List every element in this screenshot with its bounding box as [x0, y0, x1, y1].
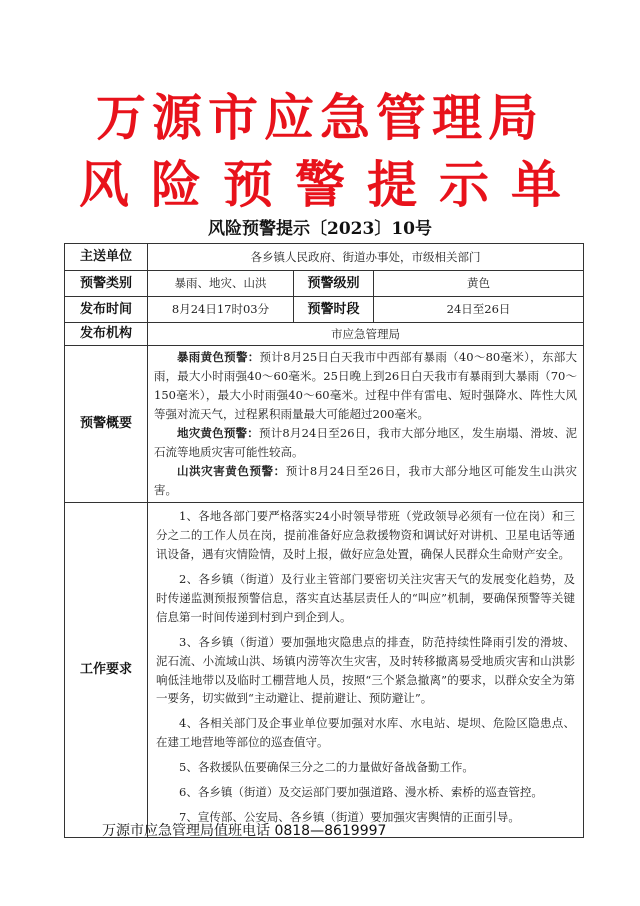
time-label: 发布时间 — [65, 297, 148, 323]
geo-warning-title: 地灾黄色预警： — [177, 425, 259, 440]
warning-table — [64, 243, 584, 838]
flood-warning-text: 预计8月24日至26日，我市大部分地区可能发生山洪灾害。 — [154, 463, 578, 497]
category-value: 暴雨、地灾、山洪 — [148, 271, 294, 297]
org-title: 万源市应急管理局 — [96, 88, 544, 147]
document-number: 风险预警提示〔2023〕10号 — [208, 219, 432, 239]
requirements-cell — [148, 502, 584, 838]
requirement-item: 3、各乡镇（街道）要加强地灾隐患点的排查，防范持续性降雨引发的滑坡、泥石流、小流域山洪、场镇内涝等次生灾害，及时转移撤离易受地质灾害和山洪影响低洼地带以及临时工棚营地人员，按照“三个紧急撤离”的要求，以群众安全为第一要务，切实做到“主动避让、提前避让、预防避让”。 — [156, 634, 576, 706]
requirement-item: 1、各地各部门要严格落实24小时领导带班（党政领导必须有一位在岗）和三分之二的工作人员在岗，提前准备好应急救援物资和调试好对讲机、卫星电话等通讯设备，遇有灾情险情，及时上报，做好应急处置，确保人民群众生命财产安全。 — [156, 508, 576, 561]
issuer-label: 发布机构 — [65, 323, 148, 346]
level-label: 预警级别 — [294, 271, 374, 297]
requirements-label: 工作要求 — [65, 502, 148, 838]
table-row — [65, 297, 584, 323]
table-row — [65, 244, 584, 271]
requirement-item: 5、各救援队伍要确保三分之二的力量做好备战备勤工作。 — [179, 760, 474, 775]
category-label: 预警类别 — [65, 271, 148, 297]
requirement-item: 7、宣传部、公安局、各乡镇（街道）要加强灾害舆情的正面引导。 — [179, 810, 520, 825]
form-title: 风险预警提示单 — [79, 155, 583, 214]
requirement-item: 2、各乡镇（街道）及行业主管部门要密切关注灾害天气的发展变化趋势，及时传递监测预报预警信息，落实直达基层责任人的“叫应”机制，要确保预警等关键信息第一时间传递到村到户到企到人。 — [156, 571, 576, 624]
table-row — [65, 323, 584, 346]
duty-phone: 万源市应急管理局值班电话 0818—8619997 — [102, 823, 387, 839]
period-label: 预警时段 — [294, 297, 374, 323]
rain-warning-text: 预计8月25日白天我市中西部有暴雨（40～80毫米），东部大雨，最大小时雨强40～60毫米。25日晚上到26日白天我市有暴雨到大暴雨（70～150毫米），最大小时雨强40～60毫米。过程中伴有雷电、短时强降水、阵性大风等强对流天气，过程累积雨量最大可能超过200毫米。 — [154, 350, 578, 421]
table-row — [65, 346, 584, 503]
recipients-label: 主送单位 — [65, 244, 148, 271]
summary-label: 预警概要 — [65, 346, 148, 503]
requirement-item: 6、各乡镇（街道）及交运部门要加强道路、漫水桥、索桥的巡查管控。 — [179, 785, 543, 800]
recipients-value: 各乡镇人民政府、街道办事处，市级相关部门 — [148, 244, 584, 271]
flood-warning — [154, 462, 577, 500]
geo-warning — [154, 424, 577, 462]
issuer-value: 市应急管理局 — [148, 323, 584, 346]
summary-cell — [148, 346, 584, 503]
level-value: 黄色 — [374, 271, 584, 297]
table-row — [65, 271, 584, 297]
table-row — [65, 502, 584, 838]
rain-warning-title: 暴雨黄色预警： — [177, 350, 260, 364]
period-value: 24日至26日 — [374, 297, 584, 323]
time-value: 8月24日17时03分 — [148, 297, 294, 323]
rain-warning — [154, 348, 577, 424]
geo-warning-text: 预计8月24日至26日，我市大部分地区，发生崩塌、滑坡、泥石流等地质灾害可能性较高。 — [154, 425, 578, 459]
requirement-item: 4、各相关部门及企事业单位要加强对水库、水电站、堤坝、危险区隐患点、在建工地营地等部位的巡查值守。 — [156, 716, 576, 750]
flood-warning-title: 山洪灾害黄色预警： — [177, 463, 286, 478]
